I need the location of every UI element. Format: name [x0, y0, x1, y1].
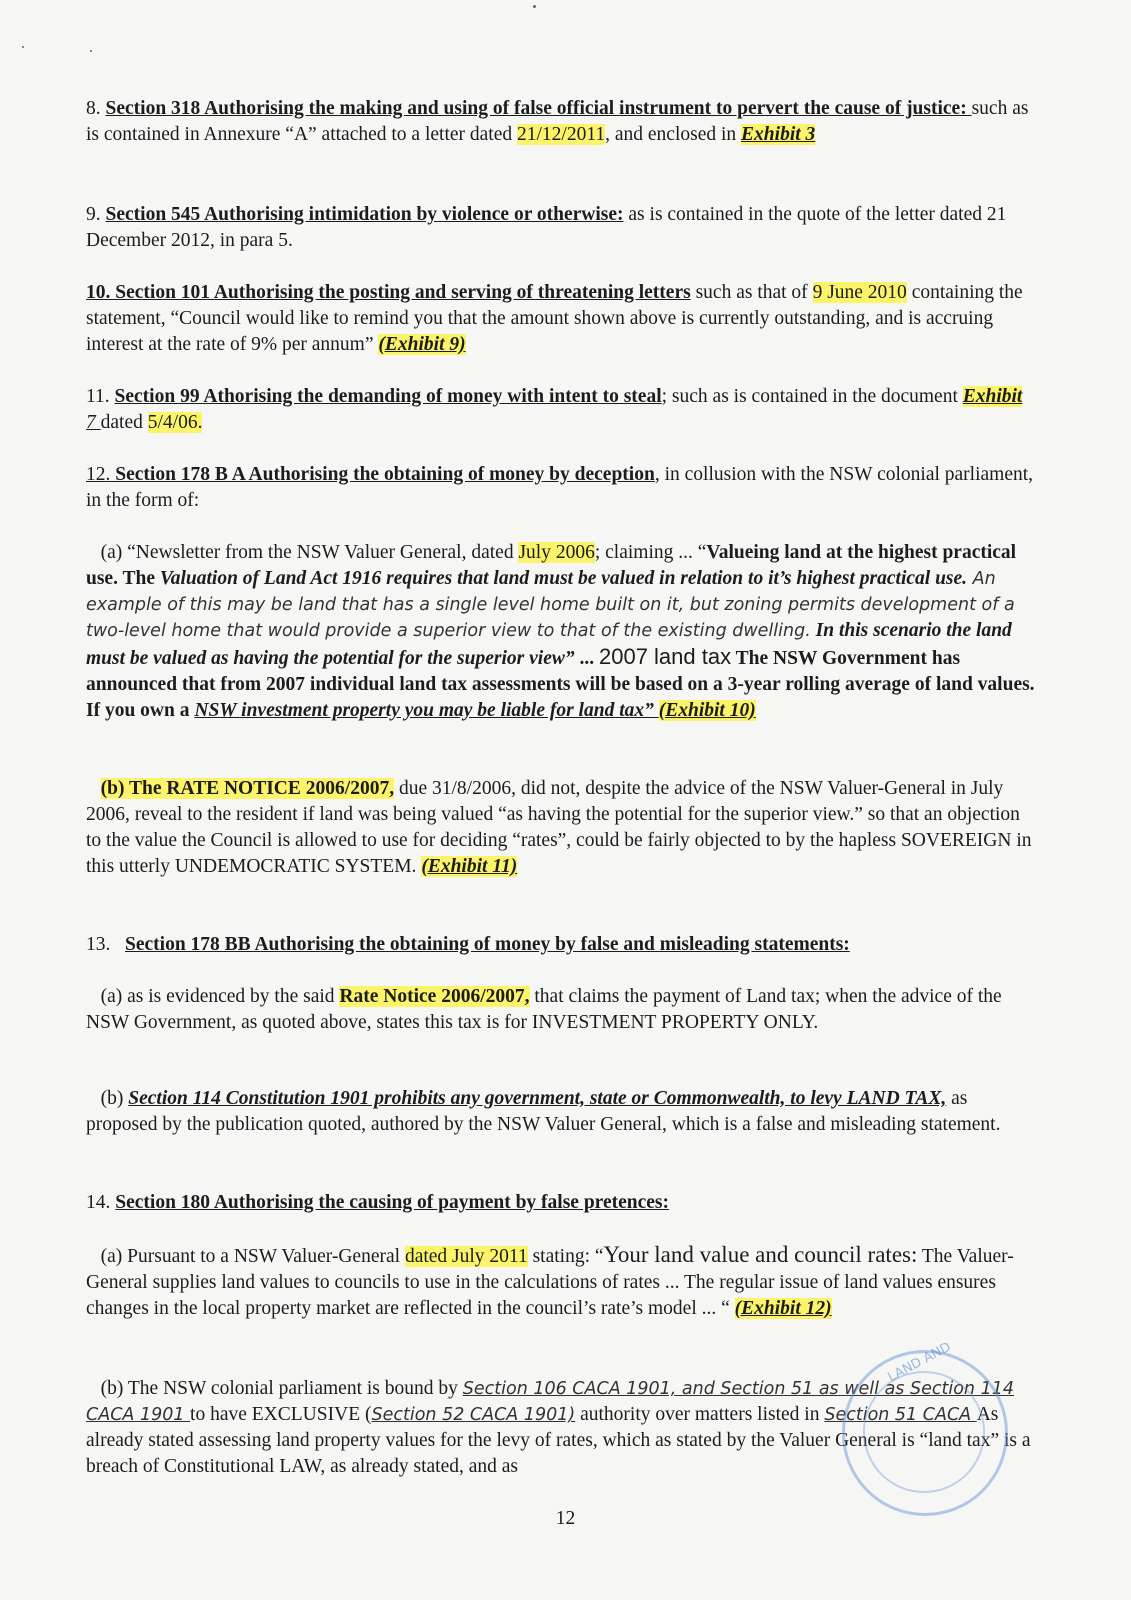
- body-text: stating: “: [527, 1246, 604, 1267]
- highlighted-rate-notice: Rate Notice 2006/2007,: [339, 986, 530, 1007]
- sub-item-label: (a) as is evidenced by the said: [100, 986, 340, 1007]
- body-text: containing the statement, “Council would like to remind you that the amount shown above is currently outstanding, and is accruing interest at the rate of 9% per annum”: [86, 282, 1023, 355]
- exhibit-reference: Exhibit 3: [741, 124, 816, 145]
- quote-bold-italic: Valuation of Land Act 1916 requires that land must be valued in relation to it’s highest practical use.: [159, 568, 968, 589]
- paragraph-8: [86, 96, 1034, 148]
- quote-bold: ...: [579, 648, 599, 669]
- section-heading: Section 178 BB Authorising the obtaining of money by false and misleading statements:: [125, 934, 850, 955]
- paragraph-10: [86, 280, 1034, 358]
- body-text: as is contained in the quote of the letter dated 21 December 2012, in para 5.: [86, 204, 1007, 251]
- body-text: dated: [100, 412, 148, 433]
- stamp-text: LAND AND: [885, 1339, 954, 1386]
- quote-large-heading: 2007 land tax: [598, 644, 732, 669]
- stamp-inner-ring: [863, 1371, 985, 1493]
- highlighted-date: dated July 2011: [404, 1246, 528, 1267]
- scan-speck: [90, 50, 92, 52]
- item-number: 12.: [86, 464, 111, 485]
- scan-speck: [533, 5, 536, 8]
- highlighted-date: July 2006: [518, 542, 595, 563]
- body-text: that claims the payment of Land tax; when the advice of the NSW Government, as quoted above, states this tax is for INVESTMENT PROPERTY ONLY.: [86, 986, 1002, 1033]
- quote-italic: An example of this may be land that has a single level home built on it, but zoning permits development of a two-level home that would provide a superior view to that of the existing dwelling.: [86, 569, 1015, 641]
- sub-item-label: (a) “Newsletter from the NSW Valuer General, dated: [100, 542, 519, 563]
- section-heading: 10. Section 101 Authorising the posting and serving of threatening letters: [86, 282, 691, 303]
- body-text: The Valuer-General supplies land values to councils to use in the calculations of rates ... The regular issue of land values ensures changes in the local property market are reflected in the council’s rate’s model ... “: [86, 1246, 1014, 1319]
- body-text: to have EXCLUSIVE (: [190, 1404, 372, 1425]
- paragraph-12: [86, 462, 1034, 514]
- quote-bold-italic-underlined: NSW investment property you may be liable for land tax”: [194, 700, 659, 721]
- quote-bold-italic: In this scenario the land must be valued as having the potential for the superior view”: [86, 620, 1012, 669]
- page-number: 12: [555, 1508, 576, 1529]
- constitution-reference: Section 114 Constitution 1901 prohibits any government, state or Commonwealth, to levy LAND TAX,: [128, 1088, 947, 1109]
- constitution-reference: Section 52 CACA 1901): [371, 1405, 576, 1425]
- paragraph-9: [86, 202, 1034, 254]
- highlighted-rate-notice: (b) The RATE NOTICE 2006/2007,: [100, 778, 395, 799]
- item-number: 13.: [86, 934, 111, 955]
- paragraph-13: [86, 932, 1034, 958]
- exhibit-number: 7: [86, 412, 101, 433]
- exhibit-reference: (Exhibit 10): [658, 700, 756, 721]
- scan-speck: [22, 46, 24, 48]
- exhibit-reference: Exhibit: [962, 386, 1023, 407]
- section-heading: Section 545 Authorising intimidation by violence or otherwise:: [105, 204, 624, 225]
- paragraph-11: [86, 384, 1034, 436]
- section-heading: Section 318 Authorising the making and using of false official instrument to pervert the cause of justice:: [105, 98, 972, 119]
- paragraph-12a: [86, 540, 1038, 724]
- highlighted-date: 21/12/2011: [517, 124, 606, 145]
- sub-item-label: (b): [100, 1088, 129, 1109]
- constitution-reference: Section 51 CACA: [824, 1405, 977, 1425]
- highlighted-date: 9 June 2010: [812, 282, 907, 303]
- quote-large-heading: Your land value and council rates:: [603, 1242, 918, 1267]
- body-text: ; such as is contained in the document: [661, 386, 963, 407]
- paragraph-14a: [86, 1242, 1034, 1322]
- body-text: such as is contained in Annexure “A” attached to a letter dated: [86, 98, 1029, 145]
- exhibit-reference: (Exhibit 12): [734, 1298, 832, 1319]
- body-text: due 31/8/2006, did not, despite the advice of the NSW Valuer-General in July 2006, reveal to the resident if land was being valued “as having the potential for the superior view.” so that an objection to the value the Council is allowed to use for deciding “rates”, could be fairly objected to by the hapless SOVEREIGN in this utterly UNDEMOCRATIC SYSTEM.: [86, 778, 1032, 877]
- body-text: ; claiming ... “: [594, 542, 707, 563]
- section-heading: Section 180 Authorising the causing of payment by false pretences:: [115, 1192, 670, 1213]
- exhibit-reference: (Exhibit 11): [421, 856, 518, 877]
- body-text: authority over matters listed in: [575, 1404, 825, 1425]
- quote-bold: Valueing land at the highest practical use. The: [86, 542, 1017, 589]
- item-number: 8.: [86, 98, 101, 119]
- official-stamp: [842, 1339, 1008, 1516]
- paragraph-14: [86, 1190, 1034, 1216]
- paragraph-12b: [86, 776, 1034, 880]
- body-text: As already stated assessing land property values for the levy of rates, which as stated by the Valuer General is “land tax” is a breach of Constitutional LAW, as already stated, and as: [86, 1404, 1031, 1477]
- paragraph-13a: [86, 984, 1034, 1036]
- sub-item-label: (a) Pursuant to a NSW Valuer-General: [100, 1246, 405, 1267]
- body-text: , and enclosed in: [605, 124, 742, 145]
- body-text: , in collusion with the NSW colonial parliament, in the form of:: [86, 464, 1034, 511]
- section-heading: Section 99 Athorising the demanding of money with intent to steal: [114, 386, 662, 407]
- item-number: 11.: [86, 386, 110, 407]
- section-heading: Section 178 B A Authorising the obtaining of money by deception: [110, 464, 655, 485]
- sub-item-label: (b) The NSW colonial parliament is bound by: [100, 1378, 463, 1399]
- quote-bold: The NSW Government has announced that from 2007 individual land tax assessments will be based on a 3-year rolling average of land values. If you own a: [86, 648, 1035, 721]
- item-number: 14.: [86, 1192, 111, 1213]
- item-number: 9.: [86, 204, 101, 225]
- paragraph-13b: [86, 1086, 1034, 1138]
- exhibit-reference: (Exhibit 9): [378, 334, 466, 355]
- body-text: such as that of: [690, 282, 813, 303]
- body-text: as proposed by the publication quoted, authored by the NSW Valuer General, which is a false and misleading statement.: [86, 1088, 1001, 1135]
- highlighted-date: 5/4/06.: [147, 412, 203, 433]
- constitution-reference: Section 106 CACA 1901, and Section 51 as well as Section 114 CACA 1901: [86, 1379, 1014, 1425]
